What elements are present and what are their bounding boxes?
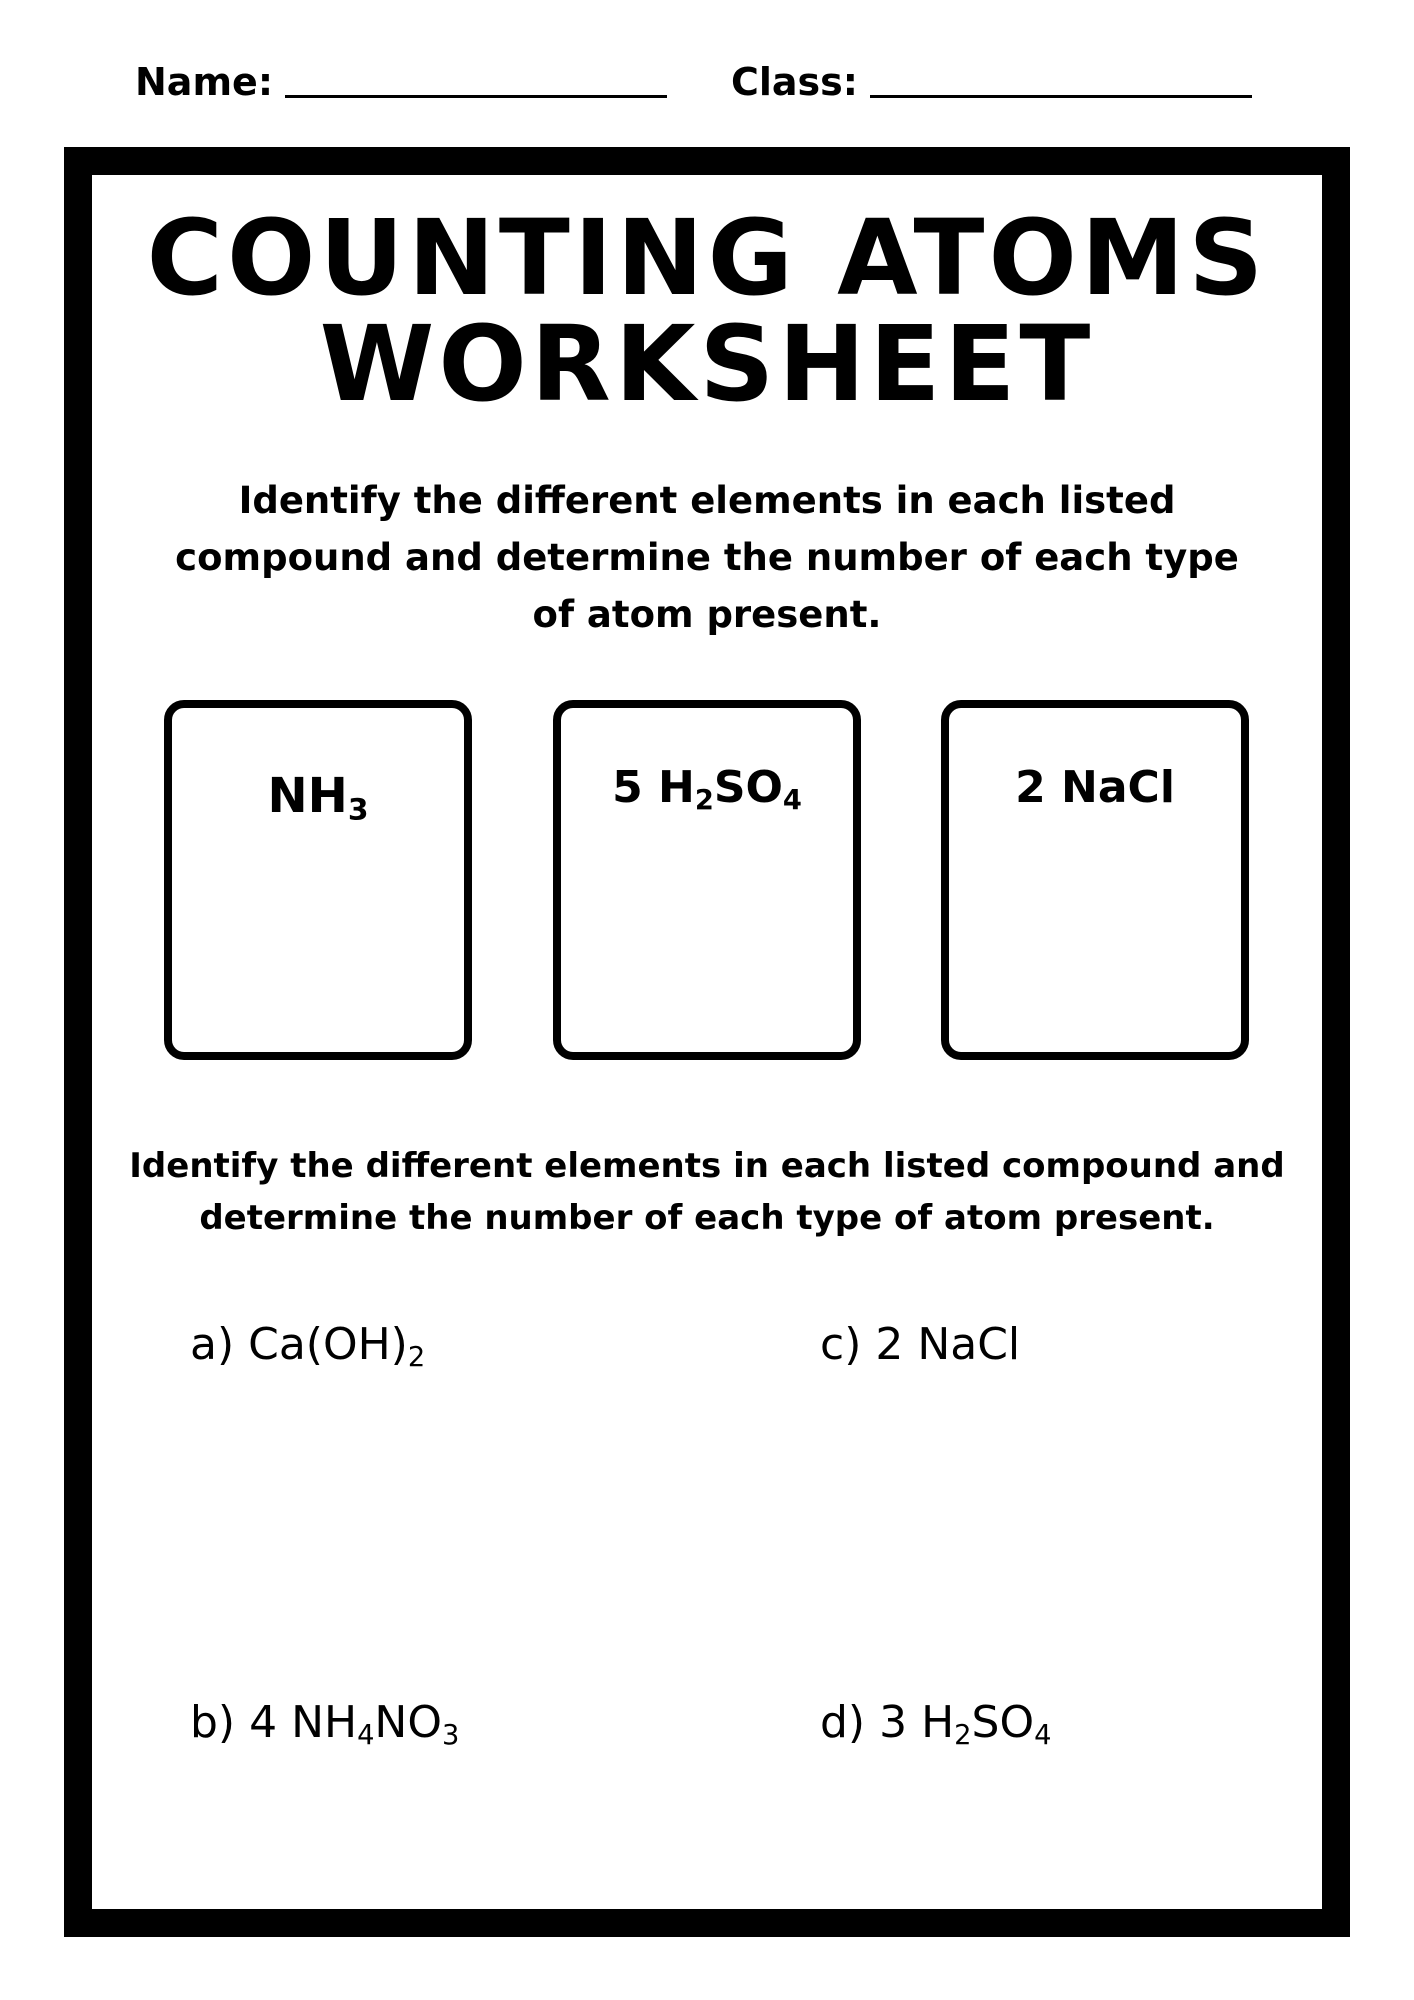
problem-a bbox=[190, 1319, 426, 1373]
problem-text: c) 2 NaCl bbox=[820, 1319, 1021, 1370]
class-label: Class: bbox=[731, 60, 858, 104]
name-label: Name: bbox=[135, 60, 274, 104]
instructions-top-line-1: Identify the different elements in each listed bbox=[238, 479, 1176, 522]
problem-text: d) 3 H bbox=[820, 1697, 955, 1748]
instructions-top-line-2: compound and determine the number of each type bbox=[175, 536, 1239, 579]
compound-card-nh3[interactable] bbox=[164, 700, 472, 1060]
problem-subscript: 2 bbox=[954, 1719, 972, 1751]
compound-card-h2so4[interactable] bbox=[553, 700, 861, 1060]
problem-b bbox=[190, 1697, 460, 1751]
formula-text: 5 H bbox=[612, 762, 695, 813]
instructions-bottom-line-2: determine the number of each type of atom present. bbox=[199, 1198, 1215, 1238]
card-formula bbox=[172, 768, 464, 828]
class-blank-line[interactable] bbox=[870, 95, 1252, 98]
name-blank-line[interactable] bbox=[285, 95, 667, 98]
formula-subscript: 3 bbox=[347, 792, 369, 828]
formula-text: 2 NaCl bbox=[1015, 762, 1175, 813]
compound-card-nacl[interactable] bbox=[941, 700, 1249, 1060]
formula-subscript: 2 bbox=[694, 784, 714, 816]
problem-text: SO bbox=[971, 1697, 1035, 1748]
instructions-bottom bbox=[0, 1140, 1414, 1244]
formula-subscript: 4 bbox=[782, 784, 802, 816]
page-title bbox=[0, 197, 1414, 425]
formula-text: SO bbox=[713, 762, 783, 813]
problem-subscript: 2 bbox=[407, 1341, 426, 1373]
formula-text: NH bbox=[267, 768, 348, 824]
problem-subscript: 4 bbox=[1034, 1719, 1052, 1751]
name-field[interactable] bbox=[135, 60, 667, 104]
class-field[interactable] bbox=[731, 60, 1252, 104]
problem-text: b) 4 NH bbox=[190, 1697, 358, 1748]
problem-d bbox=[820, 1697, 1052, 1751]
instructions-bottom-line-1: Identify the different elements in each listed compound and bbox=[129, 1146, 1285, 1186]
instructions-top bbox=[0, 472, 1414, 643]
problem-subscript: 3 bbox=[441, 1719, 460, 1751]
problem-c bbox=[820, 1320, 1020, 1370]
problem-text: a) Ca(OH) bbox=[190, 1319, 408, 1370]
problem-subscript: 4 bbox=[357, 1719, 375, 1751]
title-line-1: COUNTING ATOMS bbox=[146, 197, 1268, 319]
card-formula bbox=[561, 762, 853, 816]
card-formula bbox=[949, 763, 1241, 813]
instructions-top-line-3: of atom present. bbox=[532, 593, 882, 636]
problem-text: NO bbox=[374, 1697, 442, 1748]
title-line-2: WORKSHEET bbox=[319, 303, 1095, 425]
